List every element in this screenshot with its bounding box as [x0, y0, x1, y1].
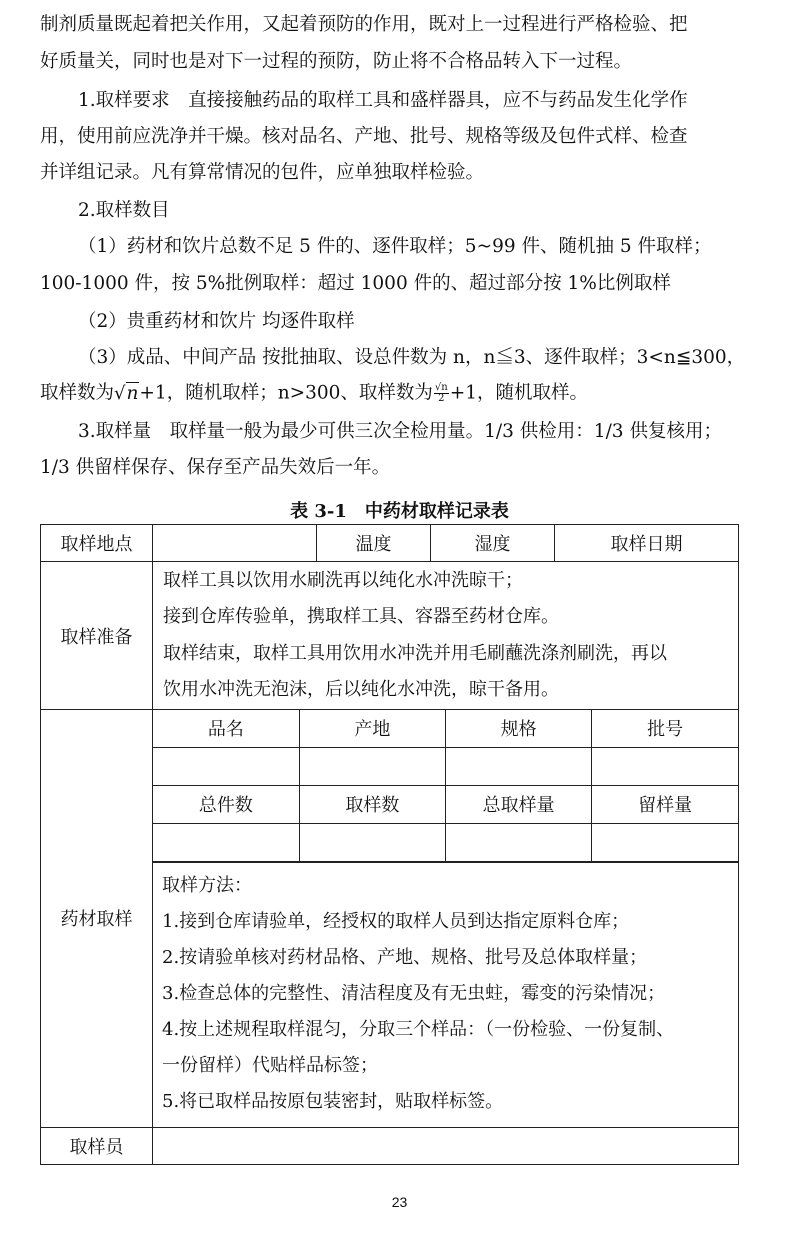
label-sampler: 取样员 — [41, 1127, 153, 1164]
text-line: 并详组记录。凡有算常情况的包件，应单独取样检验。 — [40, 162, 485, 183]
method-line: 5.将已取样品按原包装密封，贴取样标签。 — [162, 1090, 504, 1112]
grid-row — [153, 747, 738, 785]
empty-cell — [446, 823, 592, 861]
method-line: 3.检查总体的完整性、清洁程度及有无虫蛀，霉变的污染情况； — [162, 982, 666, 1004]
material-info-grid-cell — [153, 710, 739, 863]
label-sampling-location: 取样地点 — [41, 525, 153, 562]
material-info-grid — [153, 710, 738, 862]
text-line: 100-1000 件，按 5%批例取样：超过 1000 件的、超过部分按 1%比例取样 — [40, 273, 671, 294]
text-fragment: +1，随机取样。 — [449, 382, 589, 404]
text-fragment: +1，随机取样；n>300、取样数为 — [139, 382, 433, 404]
label-retained-sample-amount: 留样量 — [592, 785, 738, 823]
grid-row — [153, 710, 738, 747]
empty-cell — [153, 823, 299, 861]
sampling-method-content — [153, 862, 739, 1127]
preparation-content — [153, 562, 739, 710]
text-line: （3）成品、中间产品 按批抽取、设总件数为 n，n≦3、逐件取样；3<n≦300， — [78, 347, 746, 368]
label-origin: 产地 — [299, 710, 445, 747]
fraction-denominator: 2 — [438, 393, 445, 404]
sqrt-expression: √n — [114, 382, 139, 404]
text-fragment: 取样数为 — [40, 382, 115, 404]
table-row — [41, 710, 739, 863]
method-line: 2.按请验单核对药材品格、产地、规格、批号及总体取样量； — [162, 946, 648, 968]
section-heading: 2.取样数目 — [78, 200, 170, 221]
fraction-numerator: √n — [434, 382, 448, 393]
label-product-name: 品名 — [153, 710, 299, 747]
text-line: 用，使用前应洗净并干燥。核对品名、产地、批号、规格等级及包件式样、检查 — [40, 126, 688, 147]
text-line: 1.取样要求 直接接触药品的取样工具和盛样器具，应不与药品发生化学作 — [78, 90, 688, 111]
label-sampling-preparation: 取样准备 — [41, 562, 153, 710]
page-number: 23 — [391, 1194, 408, 1210]
empty-cell — [299, 747, 445, 785]
empty-cell — [592, 823, 738, 861]
formula-line — [40, 383, 740, 404]
label-material-sampling: 药材取样 — [41, 710, 153, 1128]
text-line: 制剂质量既起着把关作用，又起着预防的作用，既对上一过程进行严格检验、把 — [40, 14, 688, 35]
grid-row — [153, 785, 738, 823]
empty-cell — [592, 747, 738, 785]
method-line: 4.按上述规程取样混匀，分取三个样品：（一份检验、一份复制、 — [162, 1018, 675, 1040]
label-sample-count: 取样数 — [299, 785, 445, 823]
sampling-record-table — [40, 524, 739, 1165]
label-total-sample-amount: 总取样量 — [446, 785, 592, 823]
table-caption: 表 3-1 中药材取样记录表 — [290, 501, 509, 522]
label-batch-number: 批号 — [592, 710, 738, 747]
text-line: 1/3 供留样保存、保存至产品失效后一年。 — [40, 457, 391, 478]
preparation-line: 接到仓库传验单，携取样工具、容器至药材仓库。 — [163, 606, 559, 627]
method-line: 一份留样）代贴样品标签； — [162, 1054, 378, 1076]
text-line: （2）贵重药材和饮片 均逐件取样 — [78, 311, 355, 332]
sampler-value — [153, 1127, 739, 1164]
table-row — [41, 1127, 739, 1164]
preparation-line: 饮用水冲洗无泡沫，后以纯化水冲洗，晾干备用。 — [163, 679, 559, 700]
method-line: 1.接到仓库请验单，经授权的取样人员到达指定原料仓库； — [162, 910, 630, 932]
empty-cell — [299, 823, 445, 861]
grid-row — [153, 823, 738, 861]
table-row — [41, 562, 739, 710]
empty-cell — [446, 747, 592, 785]
text-line: 好质量关，同时也是对下一过程的预防，防止将不合格品转入下一过程。 — [40, 51, 633, 72]
label-total-pieces: 总件数 — [153, 785, 299, 823]
text-line: （1）药材和饮片总数不足 5 件的、逐件取样；5~99 件、随机抽 5 件取样； — [78, 236, 712, 257]
empty-cell — [153, 747, 299, 785]
label-specification: 规格 — [446, 710, 592, 747]
sqrt-argument: n — [126, 382, 139, 404]
table-row — [41, 525, 739, 562]
preparation-line: 取样工具以饮用水刷洗再以纯化水冲洗晾干； — [163, 569, 523, 591]
label-sampling-date: 取样日期 — [555, 525, 739, 562]
label-humidity: 湿度 — [431, 525, 555, 562]
label-temperature: 温度 — [317, 525, 431, 562]
method-line: 取样方法： — [162, 874, 252, 896]
sampling-location-value — [153, 525, 317, 562]
preparation-line: 取样结束，取样工具用饮用水冲洗并用毛刷蘸洗涤剂刷洗，再以 — [163, 642, 667, 664]
text-line: 3.取样量 取样量一般为最少可供三次全检用量。1/3 供检用：1/3 供复核用； — [78, 421, 722, 442]
fraction — [434, 383, 449, 404]
